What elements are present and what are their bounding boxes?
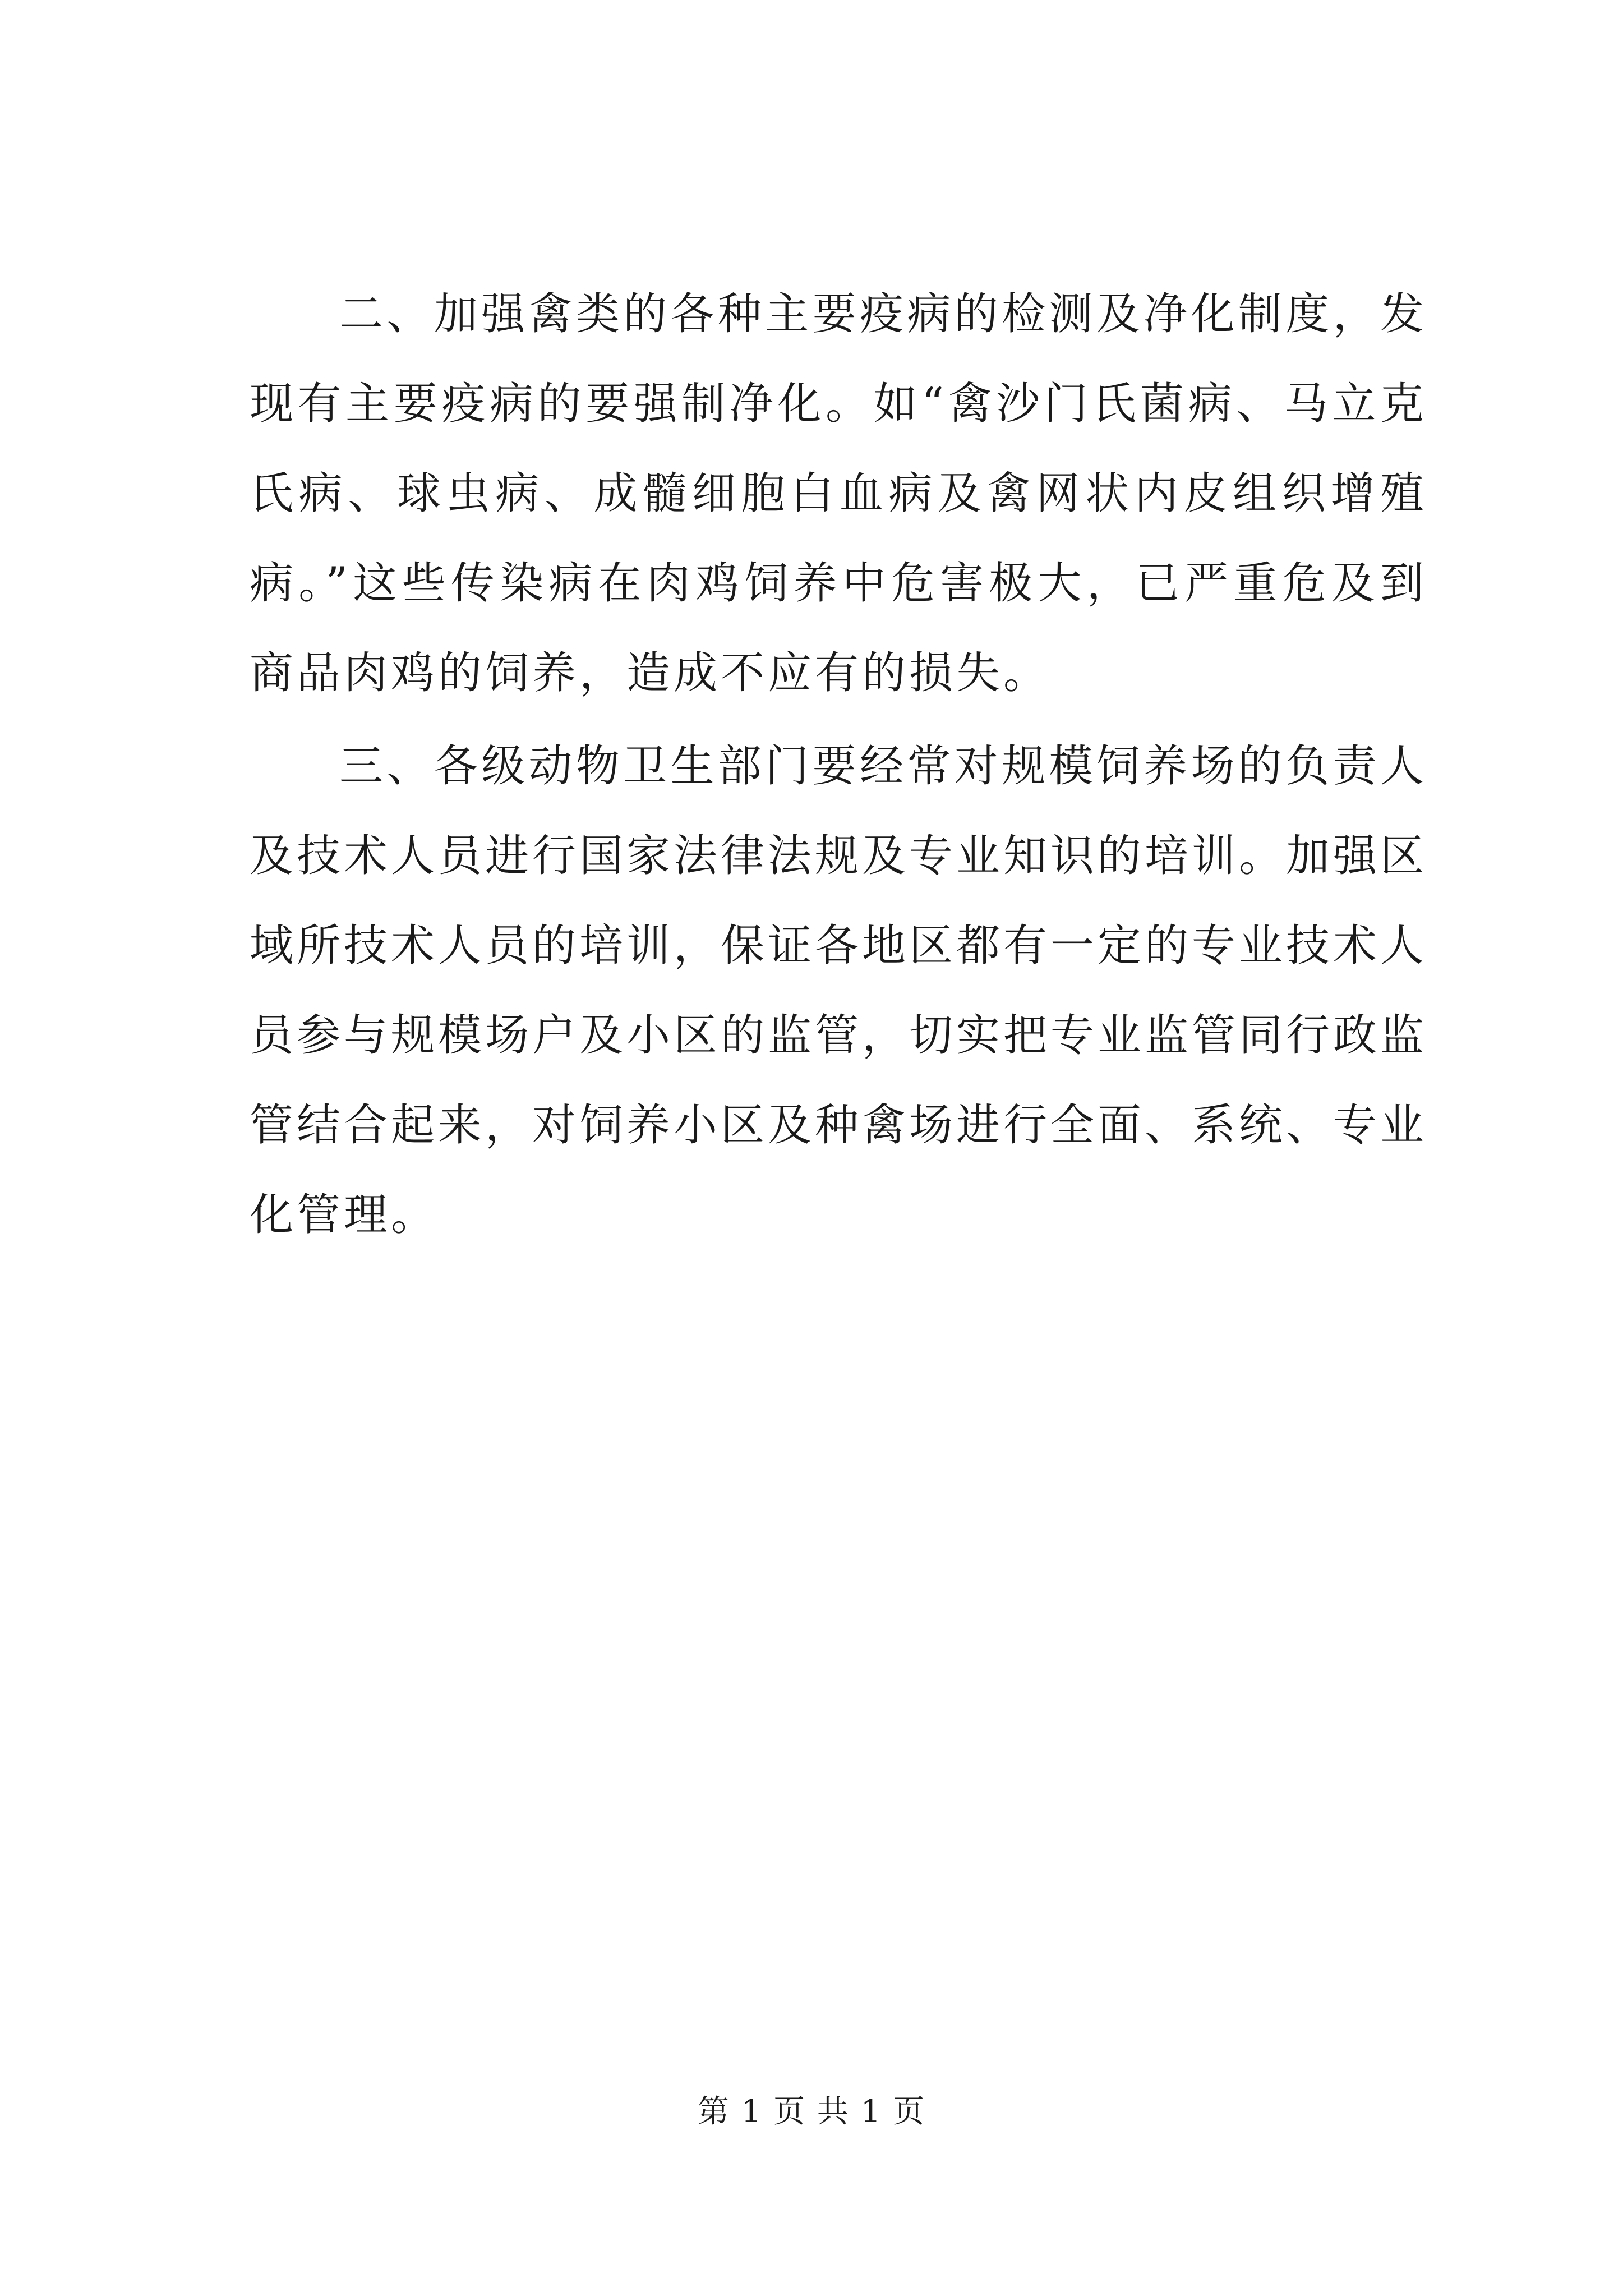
paragraph-3: 三、各级动物卫生部门要经常对规模饲养场的负责人及技术人员进行国家法律法规及专业知识的培训。加强区域所技术人员的培训，保证各地区都有一定的专业技术人员参与规模场户及小区的监管，切实把专业监管同行政监管结合起来，对饲养小区及种禽场进行全面、系统、专业化管理。 [250, 741, 1428, 1240]
document-body [250, 269, 1427, 1263]
page-footer: 第 1 页 共 1 页 [697, 2093, 926, 2130]
paragraph-2: 二、加强禽类的各种主要疫病的检测及净化制度，发现有主要疫病的要强制净化。如“禽沙门氏菌病、马立克氏病、球虫病、成髓细胞白血病及禽网状内皮组织增殖病。”这些传染病在肉鸡饲养中危害极大，已严重危及到商品肉鸡的饲养，造成不应有的损失。 [250, 289, 1427, 698]
